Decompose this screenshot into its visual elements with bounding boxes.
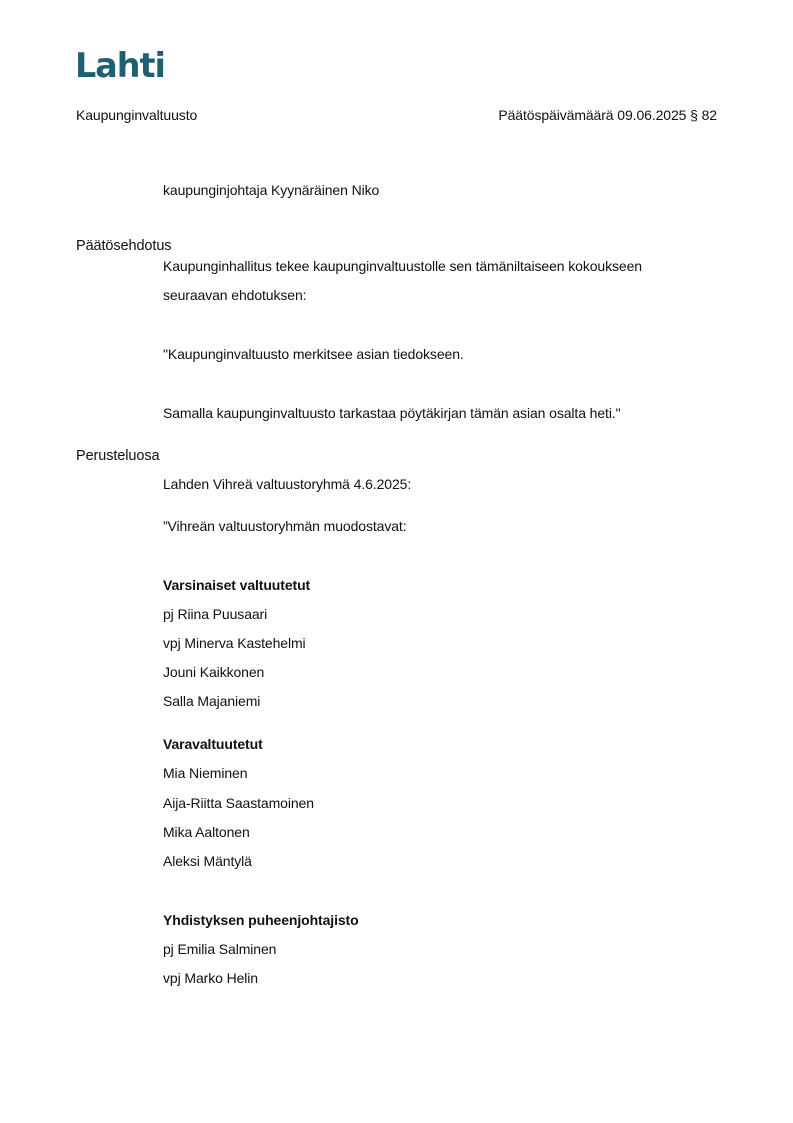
member-item: Aleksi Mäntylä [163,853,252,869]
member-item: Salla Majaniemi [163,693,261,709]
member-item: vpj Minerva Kastehelmi [163,635,306,651]
member-item: pj Riina Puusaari [163,606,268,622]
section-title-grounds: Perusteluosa [76,448,160,464]
member-item: Aija-Riitta Saastamoinen [163,795,314,811]
decision-line: Kaupunginhallitus tekee kaupunginvaltuustolle sen tämäniltaiseen kokoukseen [163,258,642,274]
section-title-decision: Päätösehdotus [76,238,172,254]
member-item: Mika Aaltonen [163,824,250,840]
member-item: pj Emilia Salminen [163,941,277,957]
member-item: Mia Nieminen [163,765,248,781]
presenter: kaupunginjohtaja Kyynäräinen Niko [163,182,380,198]
group-title: Varsinaiset valtuutetut [163,577,311,593]
svg-text:Lahti: Lahti [75,46,165,82]
header-body: Kaupunginvaltuusto [76,107,198,123]
decision-line: seuraavan ehdotuksen: [163,287,307,303]
decision-line: "Kaupunginvaltuusto merkitsee asian tiedokseen. [163,346,464,362]
group-title: Yhdistyksen puheenjohtajisto [163,912,359,928]
member-item: Jouni Kaikkonen [163,664,265,680]
member-item: vpj Marko Helin [163,970,258,986]
lahti-logo [75,46,167,82]
grounds-intro: Lahden Vihreä valtuustoryhmä 4.6.2025: [163,476,412,492]
grounds-quote: ”Vihreän valtuustoryhmän muodostavat: [163,518,407,534]
decision-line: Samalla kaupunginvaltuusto tarkastaa pöytäkirjan tämän asian osalta heti." [163,405,621,421]
header-meeting-info: Päätöspäivämäärä 09.06.2025 § 82 [498,107,717,123]
group-title: Varavaltuutetut [163,736,263,752]
